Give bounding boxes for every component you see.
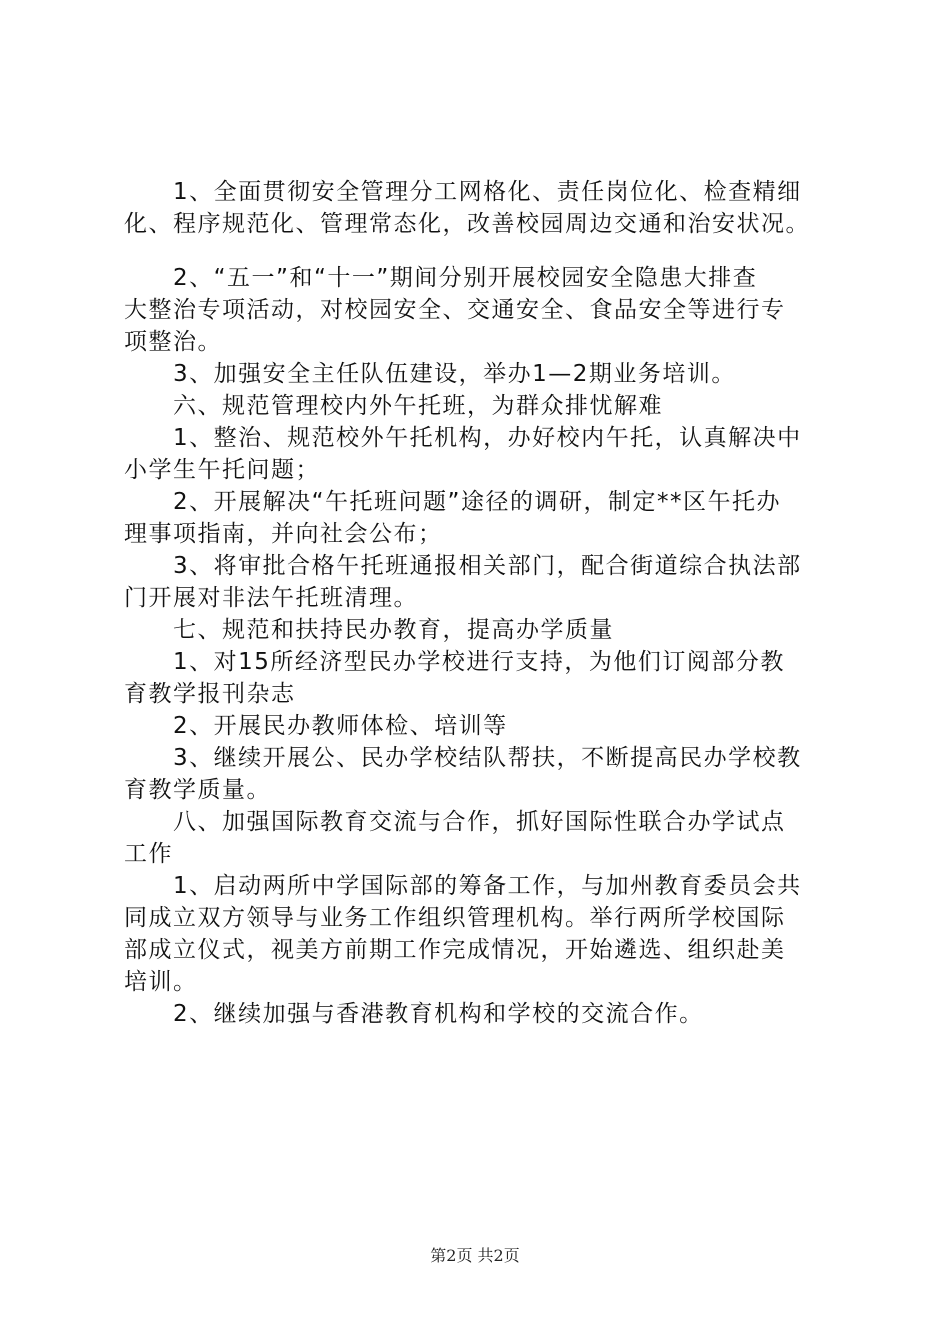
text-line: 3、加强安全主任队伍建设，举办1—2期业务培训。 [124, 361, 736, 387]
text-line: 化、程序规范化、管理常态化，改善校园周边交通和治安状况。 [124, 211, 810, 237]
text-line: 项整治。 [124, 329, 222, 355]
page-footer: 第2页 共2页 [430, 1246, 520, 1265]
text-line: 1、全面贯彻安全管理分工网格化、责任岗位化、检查精细 [124, 179, 802, 205]
text-line: 理事项指南，并向社会公布； [124, 521, 443, 547]
text-line: 育教学质量。 [124, 777, 271, 803]
text-line: 2、继续加强与香港教育机构和学校的交流合作。 [124, 1001, 704, 1027]
text-line: 3、将审批合格午托班通报相关部门，配合街道综合执法部 [124, 553, 802, 579]
text-line: 大整治专项活动，对校园安全、交通安全、食品安全等进行专 [124, 297, 786, 323]
text-line: 2、“五一”和“十一”期间分别开展校园安全隐患大排查 [124, 265, 758, 291]
text-line: 育教学报刊杂志 [124, 681, 296, 707]
text-line: 八、加强国际教育交流与合作，抓好国际性联合办学试点 [124, 809, 786, 835]
text-line: 七、规范和扶持民办教育，提高办学质量 [124, 617, 614, 643]
text-line: 同成立双方领导与业务工作组织管理机构。举行两所学校国际 [124, 905, 786, 931]
text-line: 1、对15所经济型民办学校进行支持，为他们订阅部分教 [124, 649, 785, 675]
text-line: 门开展对非法午托班清理。 [124, 585, 418, 611]
text-line: 2、开展民办教师体检、培训等 [124, 713, 508, 739]
text-line: 工作 [124, 841, 173, 867]
text-line: 六、规范管理校内外午托班，为群众排忧解难 [124, 393, 663, 419]
text-line: 部成立仪式，视美方前期工作完成情况，开始遴选、组织赴美 [124, 937, 786, 963]
text-line: 小学生午托问题； [124, 457, 320, 483]
text-line: 1、启动两所中学国际部的筹备工作，与加州教育委员会共 [124, 873, 802, 899]
text-line: 培训。 [124, 969, 198, 995]
text-line: 3、继续开展公、民办学校结队帮扶，不断提高民办学校教 [124, 745, 802, 771]
text-line: 1、整治、规范校外午托机构，办好校内午托，认真解决中 [124, 425, 802, 451]
paragraph-gap [124, 240, 844, 262]
text-line: 2、开展解决“午托班问题”途径的调研，制定**区午托办 [124, 489, 781, 515]
document-body [124, 176, 844, 1030]
